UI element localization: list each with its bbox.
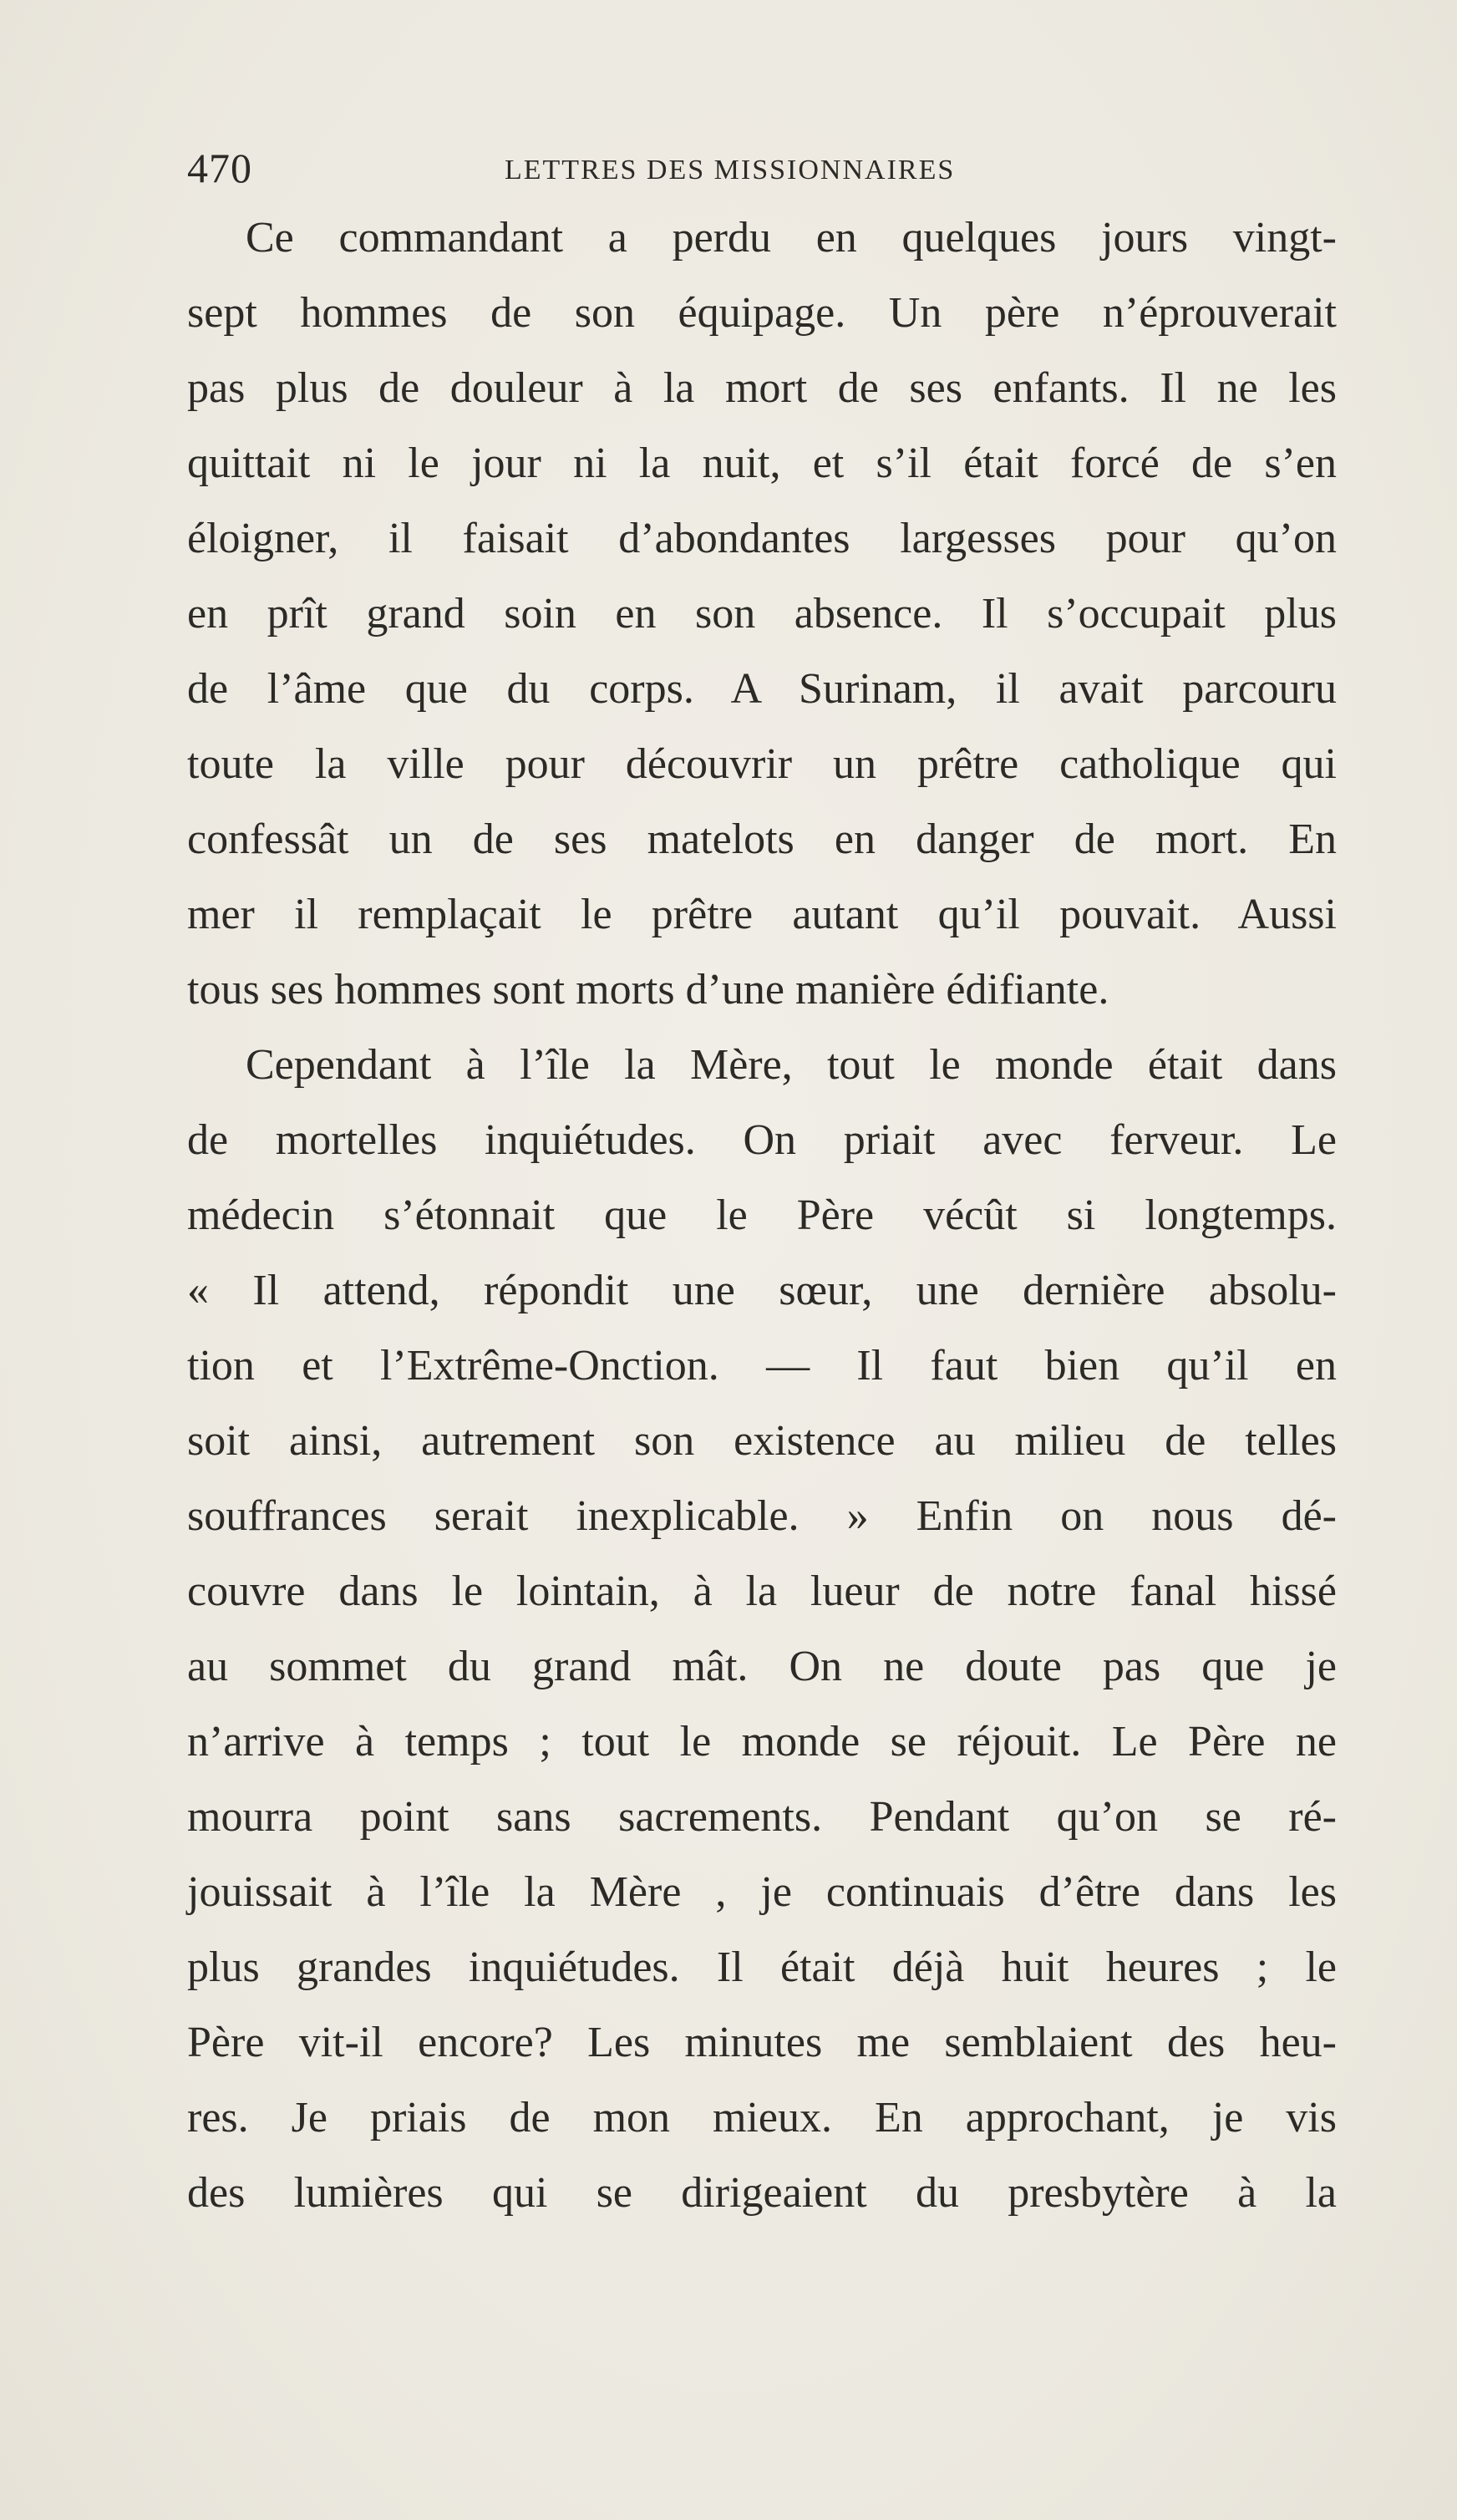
text-line: Père vit-il encore? Les minutes me semblaient des heu-	[187, 2019, 1337, 2066]
text-line: au sommet du grand mât. On ne doute pas que je	[187, 1643, 1337, 1690]
text-line: mourra point sans sacrements. Pendant qu’on se ré-	[187, 1793, 1337, 1841]
text-line: éloigner, il faisait d’abondantes largesses pour qu’on	[187, 515, 1337, 562]
page-number: 470	[187, 145, 252, 191]
text-line: n’arrive à temps ; tout le monde se réjouit. Le Père ne	[187, 1718, 1337, 1766]
text-line: tous ses hommes sont morts d’une manière édifiante.	[187, 966, 1109, 1014]
text-line: couvre dans le lointain, à la lueur de notre fanal hissé	[187, 1567, 1337, 1615]
text-line: « Il attend, répondit une sœur, une dernière absolu-	[187, 1267, 1337, 1314]
text-line: plus grandes inquiétudes. Il était déjà huit heures ; le	[187, 1943, 1337, 1991]
text-line: soit ainsi, autrement son existence au milieu de telles	[187, 1417, 1337, 1465]
text-line: de l’âme que du corps. A Surinam, il avait parcouru	[187, 665, 1337, 713]
text-line: Cependant à l’île la Mère, tout le monde était dans	[246, 1041, 1337, 1089]
text-line: mer il remplaçait le prêtre autant qu’il pouvait. Aussi	[187, 891, 1337, 938]
text-line: confessât un de ses matelots en danger de mort. En	[187, 815, 1337, 863]
text-line: des lumières qui se dirigeaient du presbytère à la	[187, 2169, 1337, 2217]
text-line: de mortelles inquiétudes. On priait avec ferveur. Le	[187, 1116, 1337, 1164]
text-line: en prît grand soin en son absence. Il s’occupait plus	[187, 590, 1337, 638]
text-line: toute la ville pour découvrir un prêtre catholique qui	[187, 740, 1337, 788]
text-line: médecin s’étonnait que le Père vécût si longtemps.	[187, 1191, 1337, 1239]
body-text	[187, 201, 1337, 2231]
running-head: LETTRES DES MISSIONNAIRES	[505, 155, 956, 185]
text-line: souffrances serait inexplicable. » Enfin on nous dé-	[187, 1492, 1337, 1540]
text-line: quittait ni le jour ni la nuit, et s’il était forcé de s’en	[187, 439, 1337, 487]
page-header	[187, 139, 1337, 197]
text-line: pas plus de douleur à la mort de ses enfants. Il ne les	[187, 364, 1337, 412]
text-line: Ce commandant a perdu en quelques jours vingt-	[246, 214, 1337, 262]
text-line: res. Je priais de mon mieux. En approchant, je vis	[187, 2094, 1337, 2141]
text-line: sept hommes de son équipage. Un père n’éprouverait	[187, 289, 1337, 337]
text-line: jouissait à l’île la Mère , je continuais d’être dans les	[187, 1868, 1337, 1916]
text-line: tion et l’Extrême-Onction. — Il faut bien qu’il en	[187, 1342, 1337, 1390]
